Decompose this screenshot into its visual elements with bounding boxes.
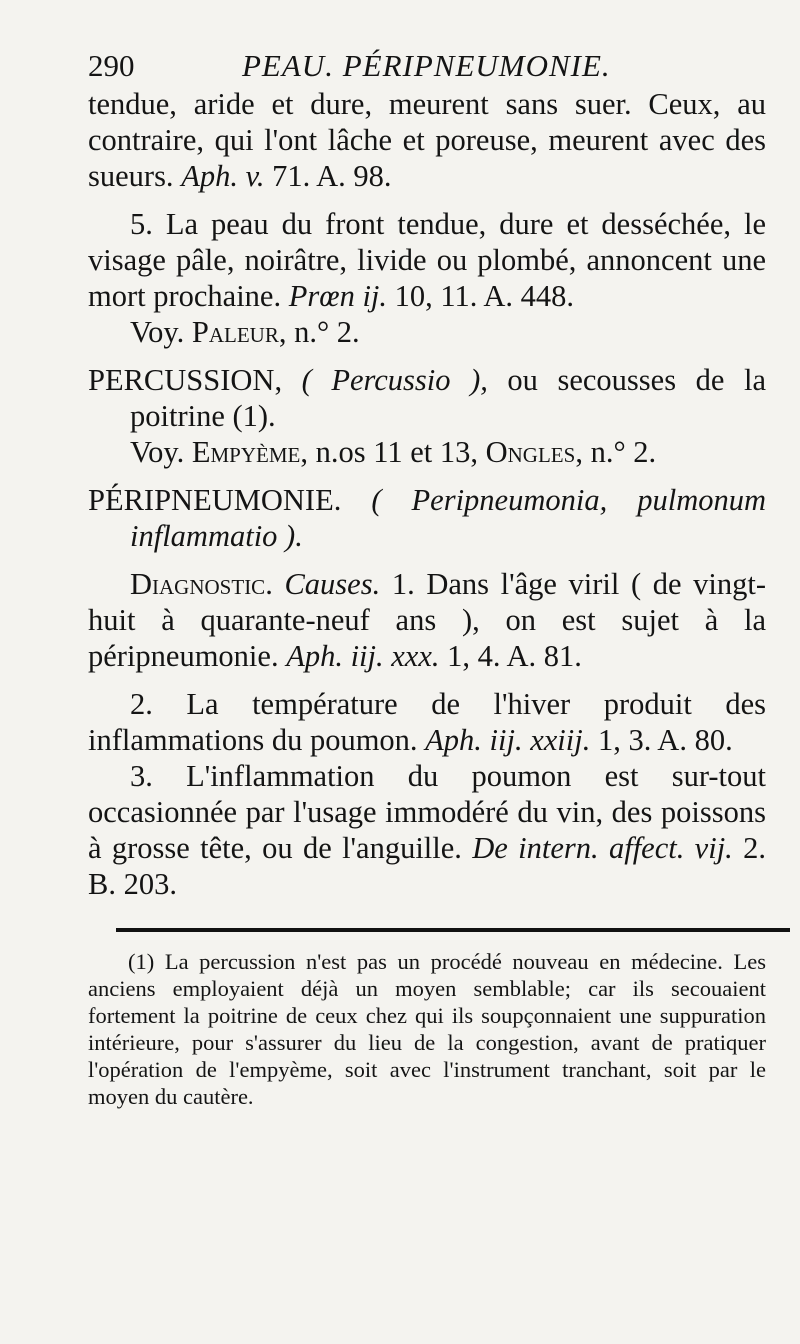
page-number: 290: [88, 48, 135, 83]
entry-percussion: PERCUSSION, ( Percussio ), ou secousses de la poitrine (1).: [88, 363, 766, 433]
paragraph-3: 3. L'inflammation du poumon est sur-tout occasionnée par l'usage immodéré du vin, des poissons à grosse tête, ou de l'anguille. De intern. affect. vij. 2. B. 203.: [88, 759, 767, 901]
paragraph-2: 2. La température de l'hiver produit des inflammations du poumon. Aph. iij. xxiij. 1, 3. A. 80.: [88, 687, 766, 757]
paragraph-5: 5. La peau du front tendue, dure et desséchée, le visage pâle, noirâtre, livide ou plombé, annoncent une mort prochaine. Prœn ij. 10, 11. A. 448.: [88, 207, 766, 313]
entry-peripneumonie: PÉRIPNEUMONIE. ( Peripneumonia, pulmonum inflammatio ).: [88, 483, 767, 553]
see-also-empyeme: Voy. Empyème, n.os 11 et 13, Ongles, n.° 2.: [130, 435, 657, 469]
paragraph-continuation: tendue, aride et dure, meurent sans suer. Ceux, au contraire, qui l'ont lâche et poreuse, meurent avec des sueurs. Aph. v. 71. A. 98.: [88, 87, 766, 193]
paragraph-diagnostic: Diagnostic. Causes. 1. Dans l'âge viril ( de vingt-huit à quarante-neuf ans ), on est sujet à la péripneumonie. Aph. iij. xxx. 1, 4. A. 81.: [88, 567, 767, 673]
see-also-paleur: Voy. Paleur, n.° 2.: [130, 315, 360, 349]
page-body: [88, 38, 766, 1110]
footnote: [88, 948, 766, 1110]
running-head: PEAU. PÉRIPNEUMONIE.: [242, 48, 611, 83]
footnote-text: (1) La percussion n'est pas un procédé nouveau en médecine. Les anciens employaient déjà un moyen semblable; car ils secouaient fortement la poitrine de ceux chez qui ils soupçonnaient une suppuration intérieure, pour s'assurer du lieu de la congestion, avant de pratiquer l'opération de l'empyème, soit avec l'instrument tranchant, soit par le moyen du cautère.: [88, 949, 766, 1109]
footnote-rule: [116, 928, 790, 932]
running-header: [88, 38, 766, 86]
entry-title: PERCUSSION,: [88, 363, 283, 397]
entry-title: PÉRIPNEUMONIE.: [88, 483, 342, 517]
